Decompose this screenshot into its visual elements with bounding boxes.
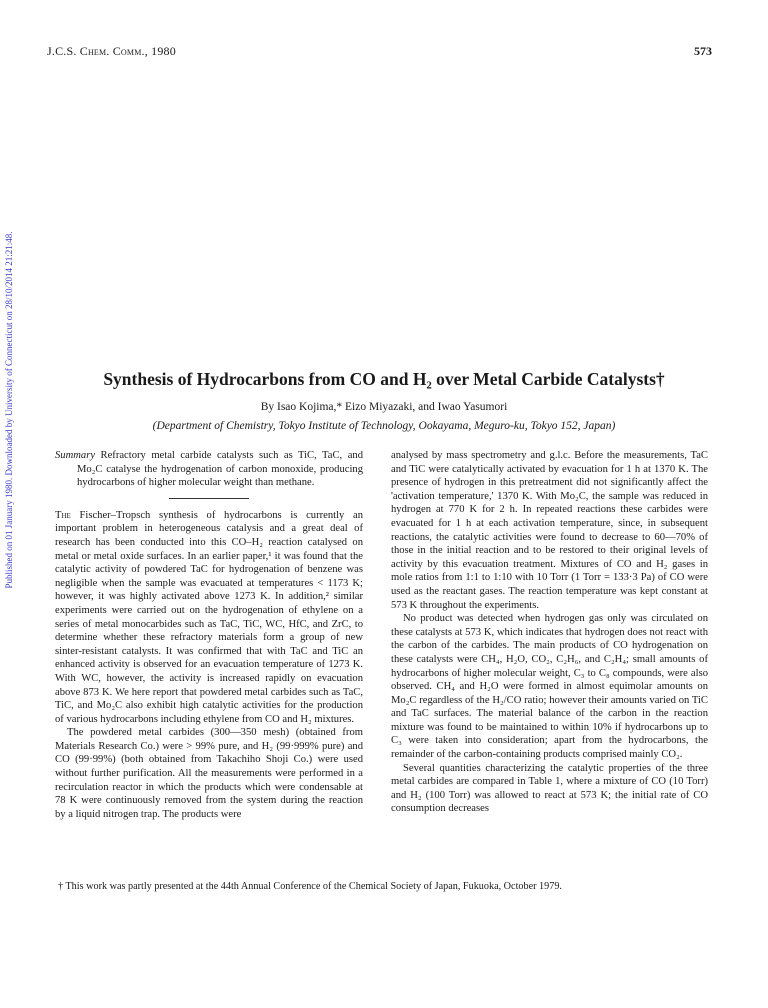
body-text: Fischer–Tropsch synthesis of hydrocarbons is currently an important problem in heterogeneous catalysis and a great deal of research has been conducted into this CO–H₂ reaction catalysed on metal or metal oxide surfaces. In an earlier paper,¹ it was found that the catalytic activity of powdered TaC for hydrogenation of benzene was negligible when the sample was evacuated at temperatures < 1173 K; however, it was highly activated above 1273 K. In addition,² similar experiments were carried out on the hydrogenation of ethylene on a series of metal monocarbides such as TaC, TiC, WC, HfC, and ZrC, to determine whether these refractory materials form a group of new sinter-resistant catalysts. It was confirmed that with TaC and TiC an enhanced activity is observed for an evacuation temperature of 1273 K. With WC, however, the activity is increased rapidly on evacuation above 873 K. We here report that powdered metal carbides such as TaC, TiC, and Mo₂C also exhibit high catalytic activities for the production of various hydrocarbons including ethylene from CO and H₂ mixtures.: [55, 509, 363, 725]
left-column: [55, 449, 363, 821]
summary-label: Summary: [55, 450, 96, 461]
lead-word: The: [55, 509, 71, 521]
article-affiliation: (Department of Chemistry, Tokyo Institute of Technology, Ookayama, Meguro-ku, Tokyo 152, Japan): [152, 420, 616, 432]
right-column: [391, 449, 708, 816]
body-paragraph: The powdered metal carbides (300—350 mesh) (obtained from Materials Research Co.) were > 99% pure, and H₂ (99·999% pure) and CO (99·99%) (both obtained from Takachiho Shoji Co.) were used without further purification. All the measurements were performed in a recirculation reactor in which the products which were condensable at 78 K were continuously removed from the system during the reaction by a liquid nitrogen trap. The products were: [55, 727, 363, 820]
summary: [55, 449, 363, 490]
article-authors: By Isao Kojima,* Eizo Miyazaki, and Iwao Yasumori: [260, 401, 508, 413]
body-paragraph: No product was detected when hydrogen gas only was circulated on these catalysts at 573 K, which indicates that hydrogen does not react with the carbon of the carbides. The main products of CO hydrogenation on these catalysts were CH₄, H₂O, CO₂, C₂H₆, and C₂H₄; small amounts of hydrocarbons of higher molecular weight, C₃ to C₈ compounds, were also observed. CH₄ and H₂O were formed in almost equimolar amounts on Mo₂C regardless of the H₂/CO ratio; however their amounts varied on TiC and TaC surfaces. The material balance of the carbon in the reaction mixture was found to be maintained to within 10% if hydrocarbons up to C₃ were taken into consideration; apart from the hydrocarbons, the remainder of the carbon-containing products comprised mainly CO₂.: [391, 613, 708, 761]
footnote: † This work was partly presented at the 44th Annual Conference of the Chemical Society of Japan, Fukuoka, October 1979.: [58, 881, 562, 892]
section-divider: [169, 498, 249, 499]
body-paragraph: analysed by mass spectrometry and g.l.c. Before the measurements, TaC and TiC were catalytically activated by evacuation for 1 h at 1370 K. The presence of hydrogen in this pretreatment did not significantly affect the 'activation temperature,' 1370 K. With Mo₂C, the sample was reduced in hydrogen at 770 K for 2 h. In repeated reactions these carbides were evacuated for 1 h at each activation temperature, since, in subsequent reactions, the catalytic activities were found to decrease to 60—70% of those in the initial reaction and to be restored to their original levels of activity by this evacuation treatment. Mixtures of CO and H₂ gases in mole ratios from 1:1 to 1:10 with 10 Torr (1 Torr = 133·3 Pa) of CO were used as the reactant gases. The reaction temperature was kept constant at 573 K throughout the experiments.: [391, 450, 708, 611]
download-notice-text: Published on 01 January 1980. Downloaded by University of Connecticut on 28/10/2014 21:21:48.: [4, 231, 14, 589]
body-paragraph: [55, 509, 363, 727]
summary-text: Refractory metal carbide catalysts such as TiC, TaC, and Mo₂C catalyse the hydrogenation of carbon monoxide, producing hydrocarbons of higher molecular weight than methane.: [77, 450, 363, 489]
body-paragraph: Several quantities characterizing the catalytic properties of the three metal carbides are compared in Table 1, where a mixture of CO (10 Torr) and H₂ (100 Torr) was allowed to react at 573 K; the initial rate of CO consumption decreases: [391, 762, 708, 815]
article-title: Synthesis of Hydrocarbons from CO and H₂ over Metal Carbide Catalysts†: [103, 369, 665, 389]
journal-header: J.C.S. Chem. Comm., 1980: [47, 44, 176, 58]
page-number: 573: [694, 44, 712, 58]
